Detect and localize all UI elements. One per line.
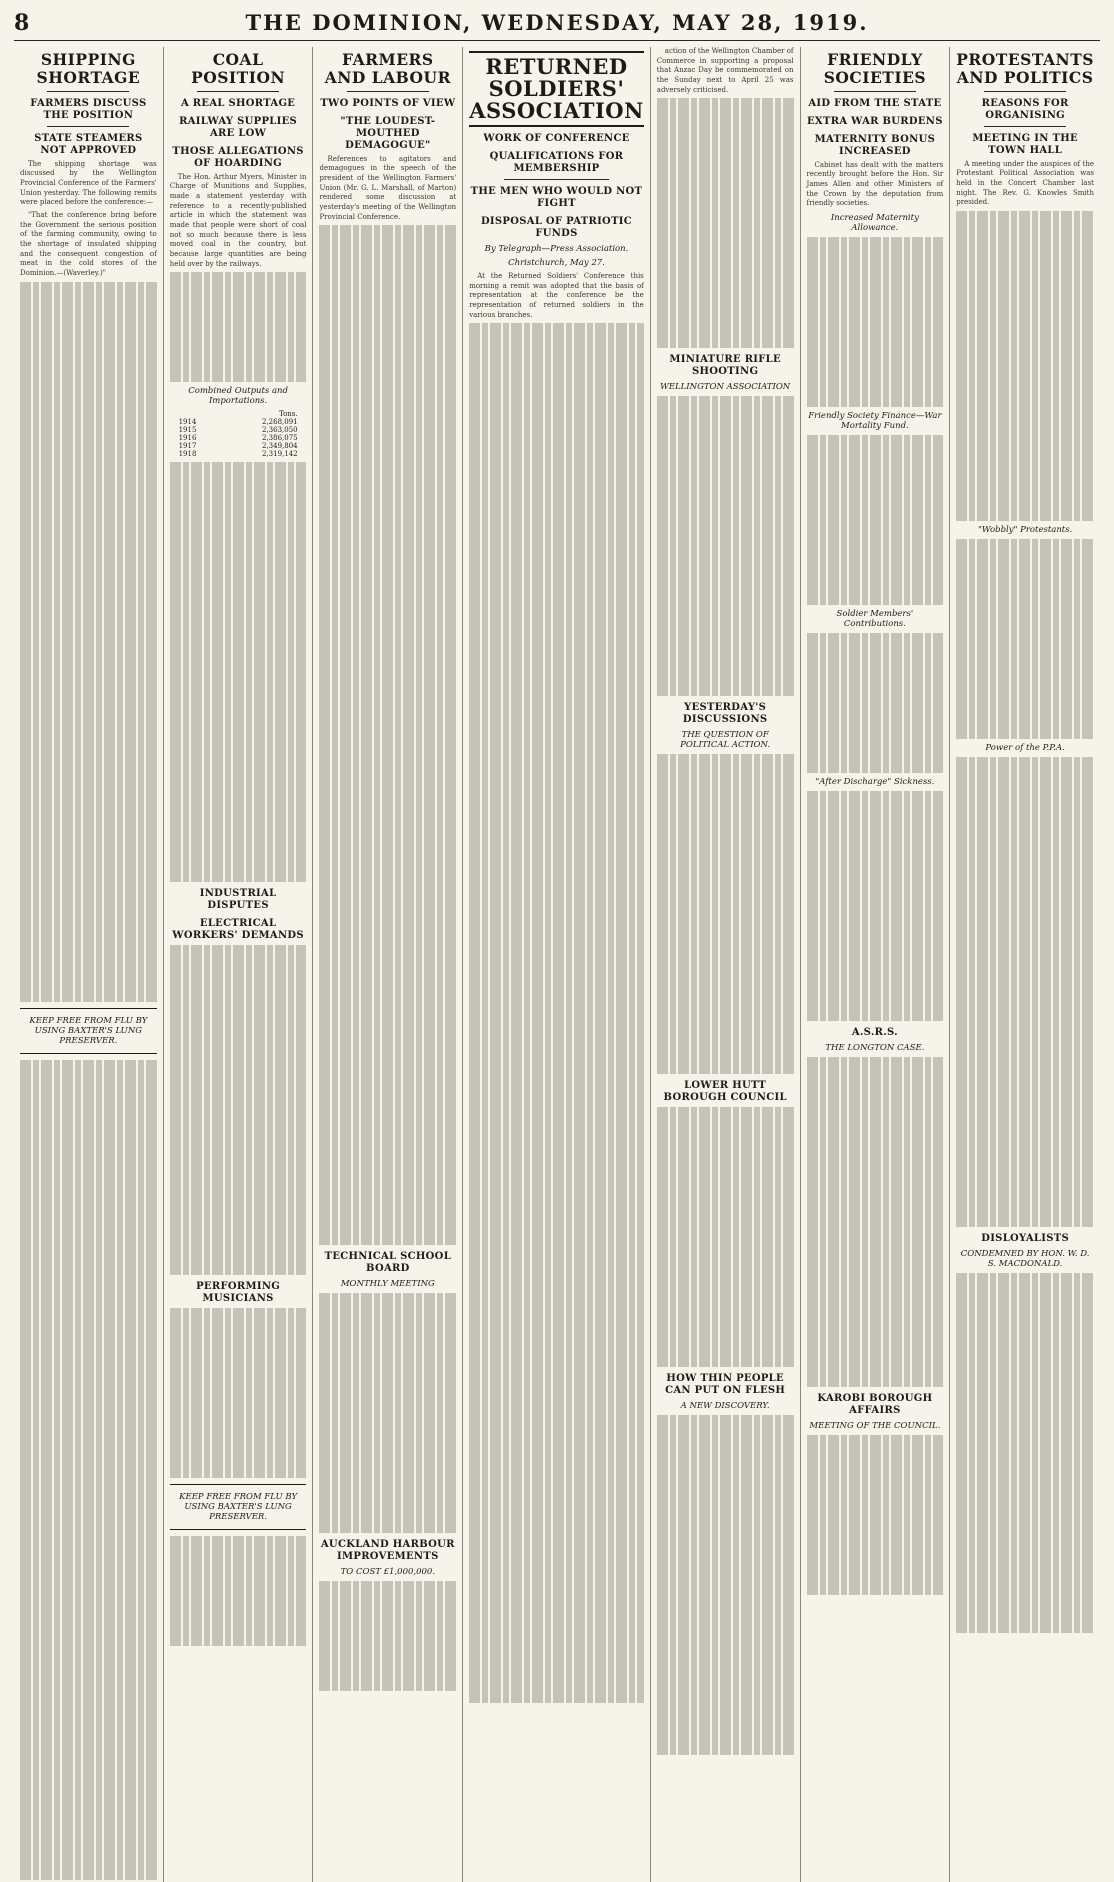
table-row: 1917 2,349,804 [178,442,298,451]
subhead: A REAL SHORTAGE [180,97,296,109]
headline-farmers-labour: FARMERS AND LABOUR [324,50,451,87]
subhead: REASONS FOR ORGANISING [981,97,1069,121]
masthead [14,10,1100,41]
body-text [20,1060,157,1880]
subhead: DISLOYALISTS [981,1232,1069,1244]
subhead: LOWER HUTT BOROUGH COUNCIL [663,1080,787,1104]
article-body [20,160,157,279]
column-friendly-societies [801,47,951,1882]
article-lead: The shipping shortage was discussed by the Wellington Provincial Conference of the Farmers' Union yesterday. The following remits were placed before the conference:— [20,159,157,207]
subhead: EXTRA WAR BURDENS [807,115,943,127]
subhead-italic: "After Discharge" Sickness. [815,776,935,787]
subhead: WORK OF CONFERENCE [483,133,630,145]
subhead: HOW THIN PEOPLE CAN PUT ON FLESH [665,1373,786,1397]
column-protestants [950,47,1100,1882]
headline-returned-soldiers: RETURNED SOLDIERS' ASSOCIATION [469,51,644,127]
body-text [319,225,456,1245]
subhead-italic: CONDEMNED BY HON. W. D. S. MACDONALD. [960,1248,1090,1269]
subhead: KAROBI BOROUGH AFFAIRS [817,1392,933,1416]
body-text [807,633,944,773]
body-text [170,945,307,1275]
divider [984,126,1067,127]
body-text [170,1308,307,1478]
subhead: TECHNICAL SCHOOL BOARD [324,1251,452,1275]
body-text [657,396,794,696]
headline-shipping-shortage: SHIPPING SHORTAGE [36,50,141,87]
subhead: DISPOSAL OF PATRIOTIC FUNDS [480,216,633,240]
body-text [657,1107,794,1367]
subhead: MATERNITY BONUS INCREASED [814,133,936,157]
subhead: FARMERS DISCUSS THE POSITION [30,97,147,121]
ad-title: KEEP FREE FROM FLU BY USING BAXTER'S LUNG PRESERVER. [29,1015,148,1046]
subhead: INDUSTRIAL DISPUTES [199,888,277,912]
article-body [469,272,644,320]
article-body [170,173,307,270]
table-row: 1915 2,363,050 [178,426,298,435]
subhead: QUALIFICATIONS FOR MEMBERSHIP [489,151,624,175]
article-lead: References to agitators and demagogues in the speech of the president of the Wellington Farmers' Union (Mr. G. L. Marshall, of Marton) rendered some discussion at yesterday's meeting of the Wellington Provincial Conference. [319,154,457,221]
body-text [469,323,644,1703]
column-returned-soldiers [463,47,651,1882]
article-paragraph: action of the Wellington Chamber of Commerce in supporting a proposal that Anzac Day be commemorated on the Sunday next to April 25 was adversely criticised. [656,47,794,94]
body-text [807,435,944,605]
page-number: 8 [14,10,30,36]
column-shipping [14,47,164,1882]
table-header: Tons. [278,410,298,419]
body-text [807,1435,944,1595]
article-lead: At the Returned Soldiers' Conference this morning a remit was adopted that the basis of representation at the conference be the representation of returned soldiers in the various branches. [469,272,644,319]
subhead: ELECTRICAL WORKERS' DEMANDS [172,918,304,942]
table-row: 1916 2,386,075 [178,434,298,443]
body-text [657,1415,794,1755]
body-text [807,1057,944,1387]
subhead-italic: Soldier Members' Contributions. [836,608,914,629]
article-body [956,160,1094,208]
headline-protestants-politics: PROTESTANTS AND POLITICS [956,50,1094,87]
ad-title: KEEP FREE FROM FLU BY USING BAXTER'S LUNG PRESERVER. [179,1492,298,1523]
subhead-italic: THE LONGTON CASE. [825,1042,925,1053]
body-text [319,1581,456,1691]
subhead: PERFORMING MUSICIANS [196,1281,281,1305]
table-title: Combined Outputs and Importations. [188,386,288,407]
subhead: MINIATURE RIFLE SHOOTING [669,354,781,378]
subhead-italic: Friendly Society Finance—War Mortality Fund. [808,410,942,431]
subhead: RAILWAY SUPPLIES ARE LOW [179,115,298,139]
body-text [170,272,307,382]
body-text [956,211,1094,521]
byline: By Telegraph—Press Association. [484,244,629,255]
subhead: MEETING IN THE TOWN HALL [972,132,1078,156]
article-body [657,47,794,95]
divider [47,91,129,92]
column-farmers-labour [313,47,463,1882]
body-text [807,791,944,1021]
article-columns [14,47,1100,1757]
subhead: STATE STEAMERS NOT APPROVED [34,132,143,156]
column-coal [164,47,314,1882]
body-text [657,754,794,1074]
body-text [319,1293,456,1533]
article-paragraph: "That the conference bring before the Government the serious position of the farming community, owing to the shortage of insulated shipping and the consequent congestion of meat in the cold stores of the Dominion.—(Waverley.)" [20,210,157,277]
coal-output-table [177,410,300,458]
paper-title: THE DOMINION, WEDNESDAY, MAY 28, 1919. [245,10,869,35]
article-body [319,155,456,223]
subhead-italic: WELLINGTON ASSOCIATION [660,382,791,393]
table-row: 1918 2,319,142 [178,450,298,459]
headline-coal-position: COAL POSITION [191,50,286,87]
body-text [956,1273,1094,1633]
subhead: YESTERDAY'S DISCUSSIONS [682,702,768,726]
subhead-italic: MONTHLY MEETING [340,1279,435,1290]
advertisement [170,1484,307,1530]
subhead: AUCKLAND HARBOUR IMPROVEMENTS [320,1539,455,1563]
table-row: 1914 2,268,091 [178,418,298,427]
subhead-italic: THE QUESTION OF POLITICAL ACTION. [680,730,771,751]
divider [834,91,916,92]
body-text [807,237,944,407]
body-text [956,757,1094,1227]
body-text [170,1536,307,1646]
subhead-italic: Increased Maternity Allowance. [830,212,919,233]
subhead-italic: TO COST £1,000,000. [340,1567,436,1578]
column-misc [651,47,801,1882]
subhead-italic: A NEW DISCOVERY. [680,1401,770,1412]
subhead-italic: MEETING OF THE COUNCIL. [809,1420,941,1431]
headline-friendly-societies: FRIENDLY SOCIETIES [823,50,927,87]
body-text [170,462,307,882]
divider [347,91,429,92]
divider [984,91,1067,92]
subhead: A.S.R.S. [851,1026,898,1038]
body-text [956,539,1094,739]
subhead: THE MEN WHO WOULD NOT FIGHT [470,186,643,210]
divider [504,179,609,180]
subhead-italic: "Wobbly" Protestants. [977,524,1073,535]
article-lead: Cabinet has dealt with the matters recently brought before the Hon. Sir James Allen and other Ministers of the Crown by the deputation from friendly societies. [806,160,944,208]
body-text [20,282,157,1002]
article-lead: The Hon. Arthur Myers, Minister in Charge of Munitions and Supplies, made a statement yesterday with reference to a recently-published article in which the statement was made that people were short of coal not so much because there is less moved coal in the country, but because large quantities are being held over by the railways. [169,172,307,268]
subhead: THOSE ALLEGATIONS OF HOARDING [172,145,304,169]
divider [197,91,279,92]
article-lead: A meeting under the auspices of the Protestant Political Association was held in the Concert Chamber last night. The Rev. G. Knowles Smith presided. [956,159,1094,207]
divider [47,126,129,127]
article-body [807,161,944,209]
subhead: AID FROM THE STATE [808,97,942,109]
subhead-italic: Power of the P.P.A. [985,742,1065,753]
dateline: Christchurch, May 27. [508,258,605,269]
subhead: "THE LOUDEST-MOUTHED DEMAGOGUE" [340,115,436,151]
body-text [657,98,794,348]
advertisement [20,1008,157,1054]
subhead: TWO POINTS OF VIEW [320,97,456,109]
